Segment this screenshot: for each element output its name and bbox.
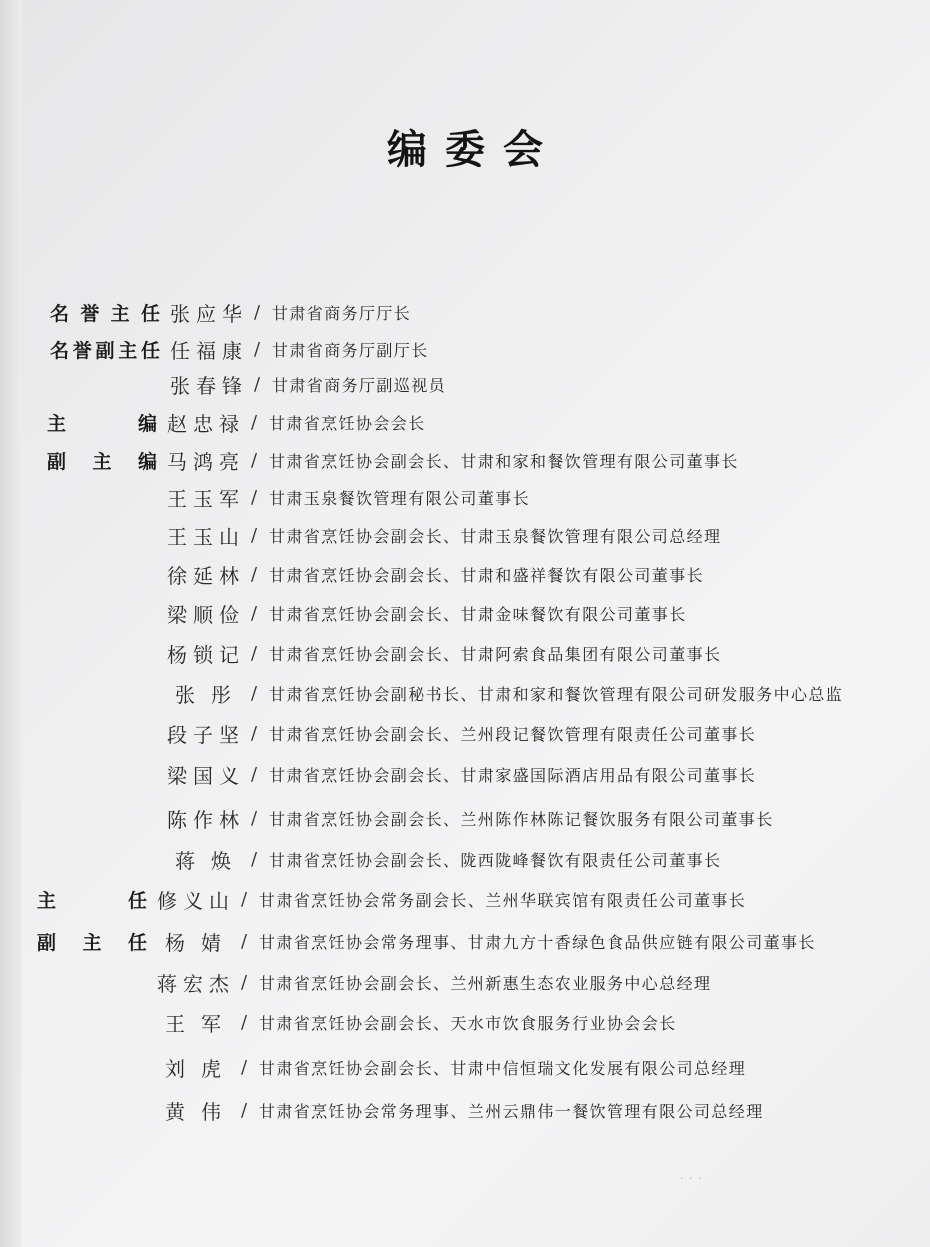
- board-entry-row: [47, 636, 721, 670]
- member-title-affiliation: 甘肃省烹饪协会副会长、陇西陇峰餐饮有限责任公司董事长: [269, 850, 722, 870]
- member-title-affiliation: 甘肃省烹饪协会副会长、甘肃和家和餐饮管理有限公司董事长: [269, 451, 739, 471]
- member-title-affiliation: 甘肃省烹饪协会副秘书长、甘肃和家和餐饮管理有限公司研发服务中心总监: [269, 684, 844, 704]
- member-name: 赵 忠 禄: [167, 411, 239, 436]
- member-title-affiliation: 甘肃省烹饪协会副会长、甘肃家盛国际酒店用品有限公司董事长: [269, 765, 757, 785]
- member-name: 蒋 宏 杰: [157, 971, 229, 996]
- separator-slash: /: [250, 602, 258, 624]
- member-title-affiliation: 甘肃省烹饪协会常务副会长、兰州华联宾馆有限责任公司董事长: [259, 890, 747, 910]
- board-entry-row: [47, 557, 704, 591]
- board-entry-row: [37, 1005, 677, 1039]
- board-entry-row: [37, 882, 746, 916]
- board-entry-row: [37, 965, 711, 999]
- role-label: 主 编: [47, 412, 157, 435]
- member-name: 王 军: [165, 1011, 221, 1036]
- member-name: 任 福 康: [170, 338, 242, 363]
- separator-slash: /: [240, 1011, 248, 1033]
- board-entry-row: [37, 924, 816, 958]
- board-entry-row: [47, 518, 721, 552]
- member-name: 黄 伟: [165, 1099, 221, 1124]
- member-name: 徐 延 林: [167, 563, 239, 588]
- separator-slash: /: [250, 807, 258, 829]
- member-title-affiliation: 甘肃省商务厅副厅长: [272, 340, 429, 360]
- member-name: 杨 婧: [165, 930, 221, 955]
- page-gutter-shadow: [0, 0, 22, 1247]
- member-title-affiliation: 甘肃省烹饪协会常务理事、甘肃九方十香绿色食品供应链有限公司董事长: [259, 932, 816, 952]
- member-title-affiliation: 甘肃省烹饪协会副会长、兰州新惠生态农业服务中心总经理: [259, 973, 712, 993]
- board-entry-row: [50, 367, 446, 401]
- board-entry-row: [47, 443, 739, 477]
- member-name: 马 鸿 亮: [167, 449, 239, 474]
- board-entry-row: [47, 676, 843, 710]
- separator-slash: /: [250, 642, 258, 664]
- separator-slash: /: [250, 722, 258, 744]
- separator-slash: /: [240, 1056, 248, 1078]
- separator-slash: /: [250, 486, 258, 508]
- board-entry-row: [50, 295, 411, 329]
- separator-slash: /: [250, 763, 258, 785]
- board-entry-row: [47, 757, 756, 791]
- separator-slash: /: [253, 338, 261, 360]
- member-name: 王 玉 山: [167, 524, 239, 549]
- separator-slash: /: [250, 848, 258, 870]
- board-entry-row: [47, 405, 426, 439]
- role-label: 名 誉 副 主 任: [50, 339, 160, 362]
- member-name: 张 春 锋: [170, 373, 242, 398]
- board-entry-row: [50, 332, 429, 366]
- board-entry-row: [47, 596, 687, 630]
- member-title-affiliation: 甘肃省烹饪协会副会长、天水市饮食服务行业协会会长: [259, 1013, 677, 1033]
- board-entry-row: [37, 1093, 764, 1127]
- page-title: 编委会: [387, 126, 561, 173]
- board-entry-row: [47, 480, 530, 514]
- separator-slash: /: [240, 930, 248, 952]
- member-name: 张 彤: [175, 682, 231, 707]
- member-title-affiliation: 甘肃省商务厅厅长: [272, 303, 412, 323]
- member-name: 蒋 焕: [175, 848, 231, 873]
- faint-page-mark: · · ·: [680, 1172, 703, 1185]
- separator-slash: /: [250, 449, 258, 471]
- member-name: 修 义 山: [157, 888, 229, 913]
- member-title-affiliation: 甘肃玉泉餐饮管理有限公司董事长: [269, 488, 531, 508]
- separator-slash: /: [253, 373, 261, 395]
- member-name: 刘 虎: [165, 1056, 221, 1081]
- member-name: 陈 作 林: [167, 807, 239, 832]
- member-title-affiliation: 甘肃省烹饪协会常务理事、兰州云鼎伟一餐饮管理有限公司总经理: [259, 1101, 764, 1121]
- member-title-affiliation: 甘肃省烹饪协会副会长、甘肃金味餐饮有限公司董事长: [269, 604, 687, 624]
- board-entry-row: [47, 716, 756, 750]
- member-name: 梁 顺 俭: [167, 602, 239, 627]
- member-title-affiliation: 甘肃省烹饪协会会长: [269, 413, 426, 433]
- member-title-affiliation: 甘肃省烹饪协会副会长、甘肃玉泉餐饮管理有限公司总经理: [269, 526, 722, 546]
- member-title-affiliation: 甘肃省烹饪协会副会长、兰州陈作林陈记餐饮服务有限公司董事长: [269, 809, 774, 829]
- member-name: 王 玉 军: [167, 486, 239, 511]
- member-title-affiliation: 甘肃省烹饪协会副会长、兰州段记餐饮管理有限责任公司董事长: [269, 724, 757, 744]
- role-label: 名 誉 主 任: [50, 302, 160, 325]
- member-name: 张 应 华: [170, 301, 242, 326]
- member-name: 杨 锁 记: [167, 642, 239, 667]
- board-entry-row: [47, 801, 774, 835]
- separator-slash: /: [250, 524, 258, 546]
- role-label: 副 主 编: [47, 450, 157, 473]
- separator-slash: /: [250, 563, 258, 585]
- member-name: 梁 国 义: [167, 763, 239, 788]
- separator-slash: /: [250, 682, 258, 704]
- member-name: 段 子 坚: [167, 722, 239, 747]
- member-title-affiliation: 甘肃省商务厅副巡视员: [272, 375, 447, 395]
- member-title-affiliation: 甘肃省烹饪协会副会长、甘肃阿索食品集团有限公司董事长: [269, 644, 722, 664]
- member-title-affiliation: 甘肃省烹饪协会副会长、甘肃中信恒瑞文化发展有限公司总经理: [259, 1058, 747, 1078]
- member-title-affiliation: 甘肃省烹饪协会副会长、甘肃和盛祥餐饮有限公司董事长: [269, 565, 705, 585]
- separator-slash: /: [240, 971, 248, 993]
- separator-slash: /: [240, 888, 248, 910]
- board-entry-row: [47, 842, 721, 876]
- role-label: 副 主 任: [37, 931, 147, 954]
- separator-slash: /: [250, 411, 258, 433]
- separator-slash: /: [240, 1099, 248, 1121]
- separator-slash: /: [253, 301, 261, 323]
- role-label: 主 任: [37, 889, 147, 912]
- board-entry-row: [37, 1050, 746, 1084]
